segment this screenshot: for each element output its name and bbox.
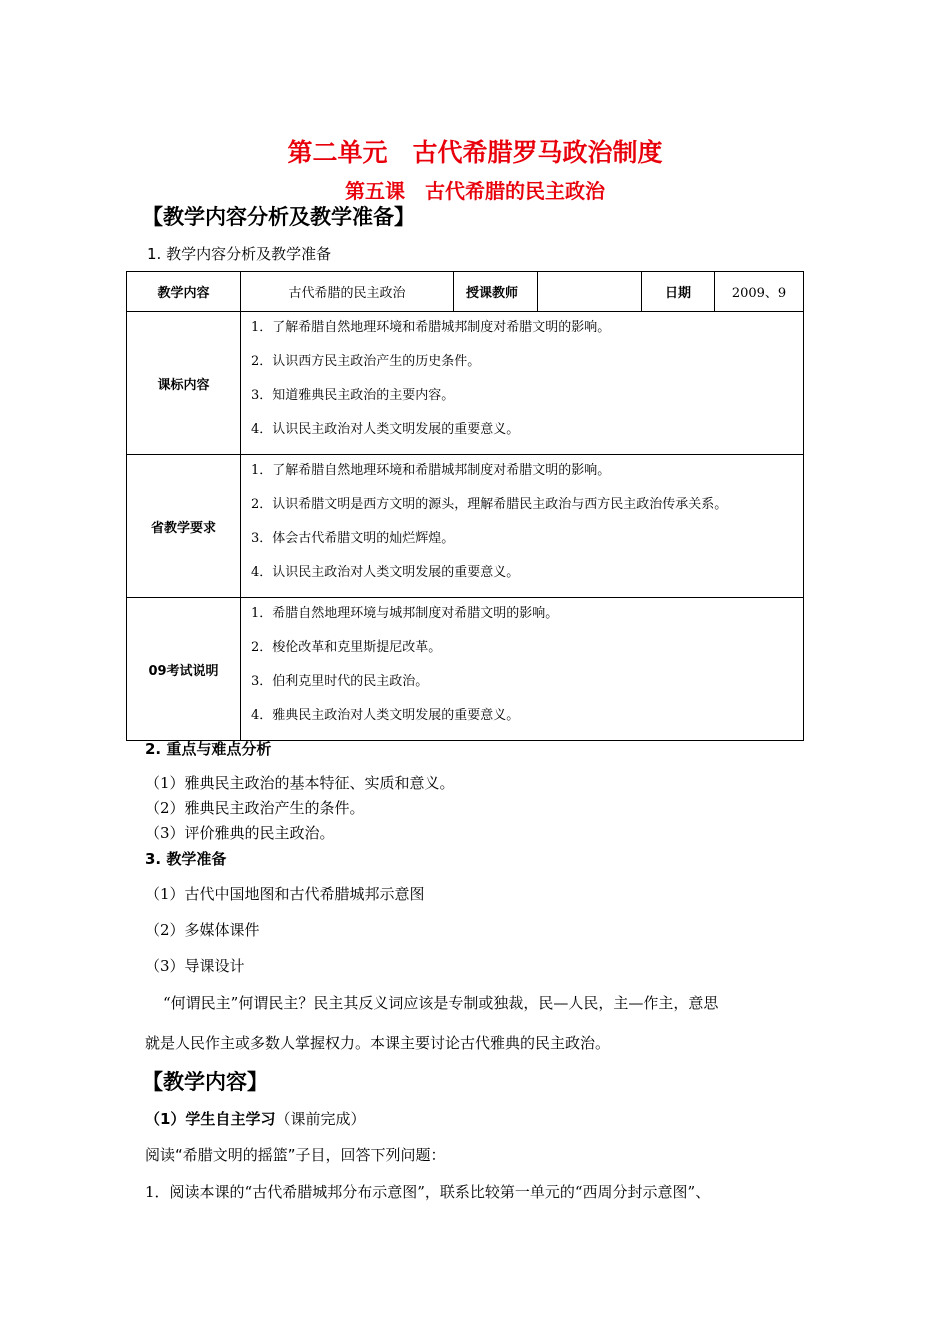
- self-study-label: （1）学生自主学习: [145, 1110, 276, 1128]
- table-row: [127, 598, 804, 741]
- row-label: 课标内容: [127, 312, 241, 455]
- intro-paragraph-line: “何谓民主”何谓民主？民主其反义词应该是专制或独裁，民—人民，主—作主，意思: [163, 994, 719, 1012]
- list-item: （3）导课设计: [145, 957, 245, 975]
- section-heading-analysis: 【教学内容分析及教学准备】: [142, 205, 415, 229]
- list-item: （3）评价雅典的民主政治。: [145, 824, 335, 842]
- row-items: [241, 312, 804, 455]
- list-item: （1）古代中国地图和古代希腊城邦示意图: [145, 885, 425, 903]
- subheading-analysis: 1. 教学内容分析及教学准备: [147, 245, 332, 263]
- content-value: 古代希腊的民主政治: [241, 272, 454, 312]
- intro-paragraph-line: 就是人民作主或多数人掌握权力。本课主要讨论古代雅典的民主政治。: [145, 1034, 611, 1052]
- list-item: 4．雅典民主政治对人类文明发展的重要意义。: [251, 708, 520, 723]
- section-heading-content: 【教学内容】: [142, 1070, 268, 1094]
- list-item: 3．体会古代希腊文明的灿烂辉煌。: [251, 531, 455, 546]
- question-1: 1．阅读本课的“古代希腊城邦分布示意图”，联系比较第一单元的“西周分封示意图”、: [145, 1183, 711, 1201]
- row-label: 09考试说明: [127, 598, 241, 741]
- list-item: 2．认识西方民主政治产生的历史条件。: [251, 354, 481, 369]
- lesson-info-table: [126, 271, 804, 741]
- list-item: 1．了解希腊自然地理环境和希腊城邦制度对希腊文明的影响。: [251, 463, 611, 478]
- subheading-preparation: 3. 教学准备: [145, 850, 227, 868]
- list-item: （1）雅典民主政治的基本特征、实质和意义。: [145, 774, 455, 792]
- list-item: 3．知道雅典民主政治的主要内容。: [251, 388, 455, 403]
- list-item: 1．了解希腊自然地理环境和希腊城邦制度对希腊文明的影响。: [251, 320, 611, 335]
- self-study-note: （课前完成）: [275, 1110, 366, 1128]
- list-item: （2）多媒体课件: [145, 921, 260, 939]
- unit-title: 第二单元 古代希腊罗马政治制度: [287, 138, 663, 167]
- date-value: 2009、9: [715, 272, 804, 312]
- teacher-value: [538, 272, 642, 312]
- list-item: 1．希腊自然地理环境与城邦制度对希腊文明的影响。: [251, 606, 559, 621]
- row-label: 省教学要求: [127, 455, 241, 598]
- list-item: 3．伯利克里时代的民主政治。: [251, 674, 429, 689]
- table-header-row: [127, 272, 804, 312]
- list-item: 4．认识民主政治对人类文明发展的重要意义。: [251, 422, 520, 437]
- list-item: 2．梭伦改革和克里斯提尼改革。: [251, 640, 442, 655]
- table-row: [127, 312, 804, 455]
- row-items: [241, 598, 804, 741]
- content-label: 教学内容: [127, 272, 241, 312]
- teacher-label: 授课教师: [454, 272, 538, 312]
- list-item: 2．认识希腊文明是西方文明的源头，理解希腊民主政治与西方民主政治传承关系。: [251, 497, 728, 512]
- list-item: 4．认识民主政治对人类文明发展的重要意义。: [251, 565, 520, 580]
- list-item: （2）雅典民主政治产生的条件。: [145, 799, 365, 817]
- self-study-line: [145, 1108, 365, 1129]
- date-label: 日期: [642, 272, 715, 312]
- lesson-title: 第五课 古代希腊的民主政治: [345, 179, 605, 203]
- table-row: [127, 455, 804, 598]
- subheading-keypoints: 2. 重点与难点分析: [145, 740, 272, 758]
- reading-prompt: 阅读“希腊文明的摇篮”子目，回答下列问题：: [145, 1146, 446, 1164]
- row-items: [241, 455, 804, 598]
